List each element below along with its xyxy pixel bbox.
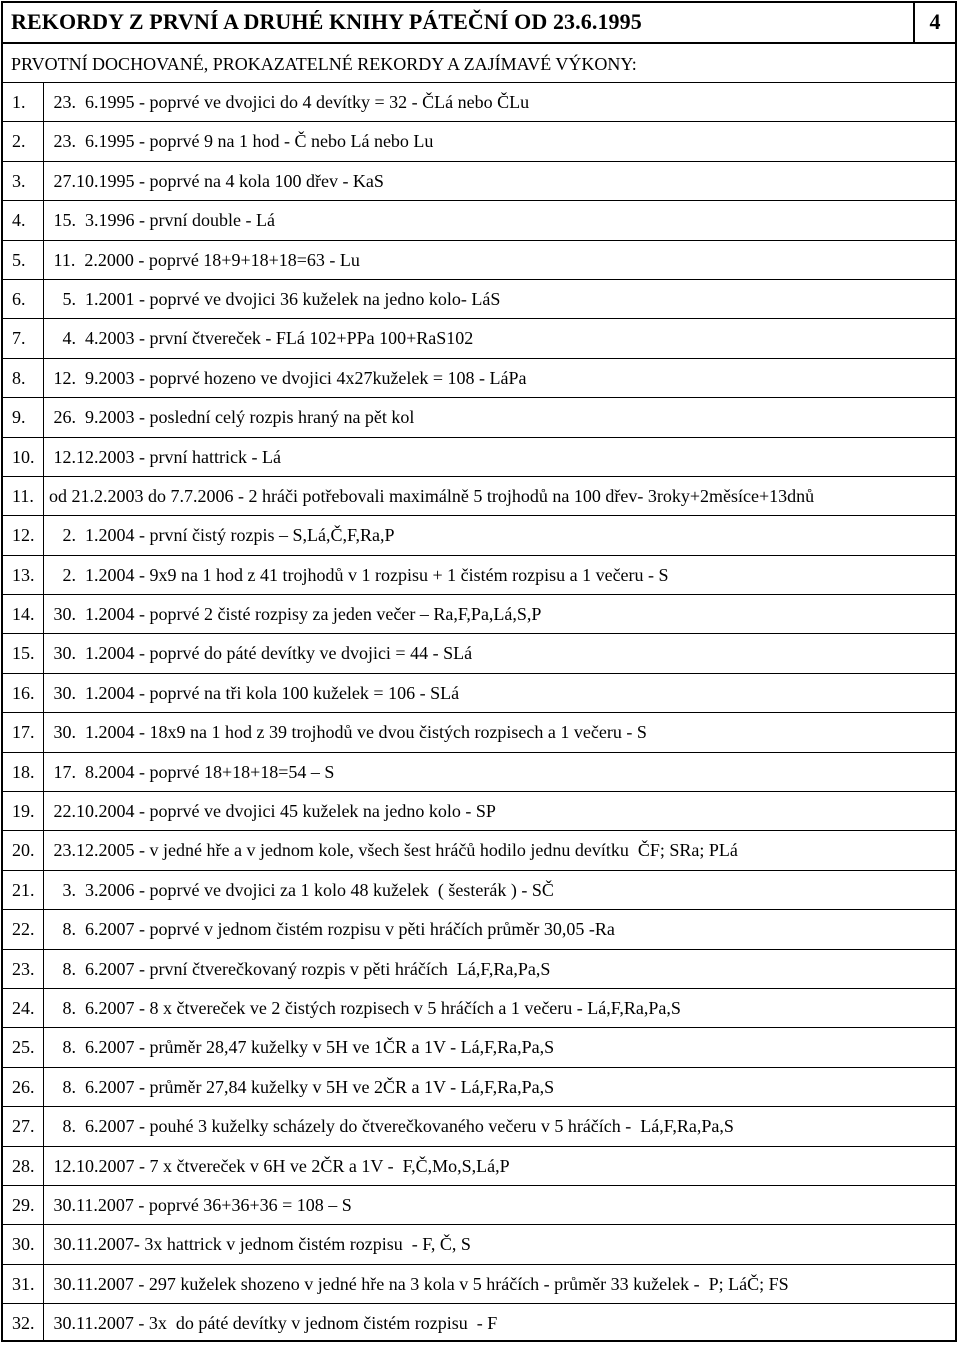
record-text: 26. 9.2003 - poslední celý rozpis hraný na pět kol (49, 407, 415, 428)
page-title: REKORDY Z PRVNÍ A DRUHÉ KNIHY PÁTEČNÍ OD 23.6.1995 (11, 9, 642, 34)
record-text: 2. 1.2004 - první čistý rozpis – S,Lá,Č,F,Ra,P (49, 525, 395, 546)
record-text: 8. 6.2007 - poprvé v jednom čistém rozpisu v pěti hráčích průměr 30,05 -Ra (49, 919, 615, 940)
record-number: 12. (12, 525, 35, 546)
record-row (3, 949, 955, 988)
record-number: 32. (12, 1313, 35, 1334)
record-row (3, 594, 955, 633)
record-number: 20. (12, 840, 35, 861)
record-text: 4. 4.2003 - první čtvereček - FLá 102+PPa 100+RaS102 (49, 328, 474, 349)
record-text: 30. 1.2004 - poprvé do páté devítky ve dvojici = 44 - SLá (49, 643, 473, 664)
record-number: 9. (12, 407, 26, 428)
record-number: 30. (12, 1234, 35, 1255)
record-row (3, 1303, 955, 1342)
record-row (3, 633, 955, 672)
record-text: 15. 3.1996 - první double - Lá (49, 210, 275, 231)
record-number: 7. (12, 328, 26, 349)
record-row (3, 1264, 955, 1303)
record-text: 8. 6.2007 - 8 x čtvereček ve 2 čistých rozpisech v 5 hráčích a 1 večeru - Lá,F,Ra,Pa,S (49, 997, 681, 1018)
record-text: od 21.2.2003 do 7.7.2006 - 2 hráči potřebovali maximálně 5 trojhodů na 100 dřev- 3roky+2měsíce+13dnů (49, 485, 815, 506)
record-row (3, 437, 955, 476)
record-row (3, 752, 955, 791)
record-text: 12.12.2003 - první hattrick - Lá (49, 446, 281, 467)
record-row (3, 1224, 955, 1263)
record-number: 11. (12, 485, 34, 506)
record-row (3, 1106, 955, 1145)
records-list (3, 82, 955, 1343)
record-text: 5. 1.2001 - poprvé ve dvojici 36 kuželek na jedno kolo- LáS (49, 288, 501, 309)
section-subtitle: PRVOTNÍ DOCHOVANÉ, PROKAZATELNÉ REKORDY A ZAJÍMAVÉ VÝKONY: (11, 54, 637, 74)
record-row (3, 200, 955, 239)
record-row (3, 358, 955, 397)
record-number: 19. (12, 801, 35, 822)
record-number: 28. (12, 1155, 35, 1176)
record-row (3, 1185, 955, 1224)
record-number: 14. (12, 604, 35, 625)
record-row (3, 909, 955, 948)
page-number: 4 (929, 9, 941, 34)
record-row (3, 121, 955, 160)
record-row (3, 791, 955, 830)
record-row (3, 397, 955, 436)
record-row (3, 476, 955, 515)
record-row (3, 161, 955, 200)
record-text: 22.10.2004 - poprvé ve dvojici 45 kuželek na jedno kolo - SP (49, 801, 496, 822)
record-number: 8. (12, 367, 26, 388)
record-number: 16. (12, 682, 35, 703)
record-text: 23.12.2005 - v jedné hře a v jednom kole, všech šest hráčů hodilo jednu devítku ČF; SRa; PLá (49, 840, 738, 861)
record-number: 26. (12, 1076, 35, 1097)
record-number: 25. (12, 1037, 35, 1058)
record-row (3, 870, 955, 909)
record-row (3, 1027, 955, 1066)
record-text: 8. 6.2007 - pouhé 3 kuželky scházely do čtverečkovaného večeru v 5 hráčích - Lá,F,Ra,Pa,S (49, 1116, 734, 1137)
record-text: 3. 3.2006 - poprvé ve dvojici za 1 kolo 48 kuželek ( šesterák ) - SČ (49, 879, 554, 900)
record-row (3, 988, 955, 1027)
record-text: 2. 1.2004 - 9x9 na 1 hod z 41 trojhodů v 1 rozpisu + 1 čistém rozpisu a 1 večeru - S (49, 564, 669, 585)
record-number: 21. (12, 879, 35, 900)
record-row (3, 712, 955, 751)
record-row (3, 1146, 955, 1185)
record-number: 2. (12, 131, 26, 152)
record-text: 30.11.2007- 3x hattrick v jednom čistém rozpisu - F, Č, S (49, 1234, 471, 1255)
record-text: 30.11.2007 - poprvé 36+36+36 = 108 – S (49, 1194, 352, 1215)
record-number: 3. (12, 170, 26, 191)
record-row (3, 279, 955, 318)
record-number: 15. (12, 643, 35, 664)
record-number: 6. (12, 288, 26, 309)
record-number: 10. (12, 446, 35, 467)
record-number: 22. (12, 919, 35, 940)
record-number: 5. (12, 249, 26, 270)
record-number: 29. (12, 1194, 35, 1215)
record-number: 13. (12, 564, 35, 585)
record-number: 31. (12, 1273, 35, 1294)
record-number: 17. (12, 722, 35, 743)
record-row (3, 555, 955, 594)
record-text: 30.11.2007 - 3x do páté devítky v jednom čistém rozpisu - F (49, 1313, 498, 1334)
record-number: 4. (12, 210, 26, 231)
record-text: 8. 6.2007 - první čtverečkovaný rozpis v pěti hráčích Lá,F,Ra,Pa,S (49, 958, 551, 979)
record-row (3, 515, 955, 554)
record-text: 23. 6.1995 - poprvé ve dvojici do 4 devítky = 32 - ČLá nebo ČLu (49, 92, 530, 112)
record-row (3, 673, 955, 712)
record-number: 27. (12, 1116, 35, 1137)
record-number: 23. (12, 958, 35, 979)
record-text: 27.10.1995 - poprvé na 4 kola 100 dřev - KaS (49, 170, 384, 191)
record-row (3, 318, 955, 357)
record-row (3, 830, 955, 869)
record-text: 12.10.2007 - 7 x čtvereček v 6H ve 2ČR a 1V - F,Č,Mo,S,Lá,P (49, 1155, 510, 1176)
record-row (3, 1067, 955, 1106)
record-text: 11. 2.2000 - poprvé 18+9+18+18=63 - Lu (49, 249, 360, 270)
record-number: 24. (12, 997, 35, 1018)
record-text: 30. 1.2004 - poprvé 2 čisté rozpisy za jeden večer – Ra,F,Pa,Lá,S,P (49, 604, 542, 625)
record-number: 1. (12, 92, 26, 112)
record-text: 8. 6.2007 - průměr 28,47 kuželky v 5H ve 1ČR a 1V - Lá,F,Ra,Pa,S (49, 1037, 555, 1058)
record-row (3, 240, 955, 279)
record-text: 8. 6.2007 - průměr 27,84 kuželky v 5H ve 2ČR a 1V - Lá,F,Ra,Pa,S (49, 1076, 555, 1097)
record-text: 30. 1.2004 - poprvé na tři kola 100 kuželek = 106 - SLá (49, 682, 460, 703)
title-row (3, 3, 955, 44)
record-text: 12. 9.2003 - poprvé hozeno ve dvojici 4x27kuželek = 108 - LáPa (49, 367, 527, 388)
record-text: 30.11.2007 - 297 kuželek shozeno v jedné hře na 3 kola v 5 hráčích - průměr 33 kuželek - P; LáČ; FS (49, 1273, 789, 1294)
records-sheet (1, 1, 957, 1342)
record-row (3, 82, 955, 121)
record-text: 23. 6.1995 - poprvé 9 na 1 hod - Č nebo Lá nebo Lu (49, 131, 434, 152)
record-number: 18. (12, 761, 35, 782)
record-text: 17. 8.2004 - poprvé 18+18+18=54 – S (49, 761, 335, 782)
record-text: 30. 1.2004 - 18x9 na 1 hod z 39 trojhodů ve dvou čistých rozpisech a 1 večeru - S (49, 722, 647, 743)
